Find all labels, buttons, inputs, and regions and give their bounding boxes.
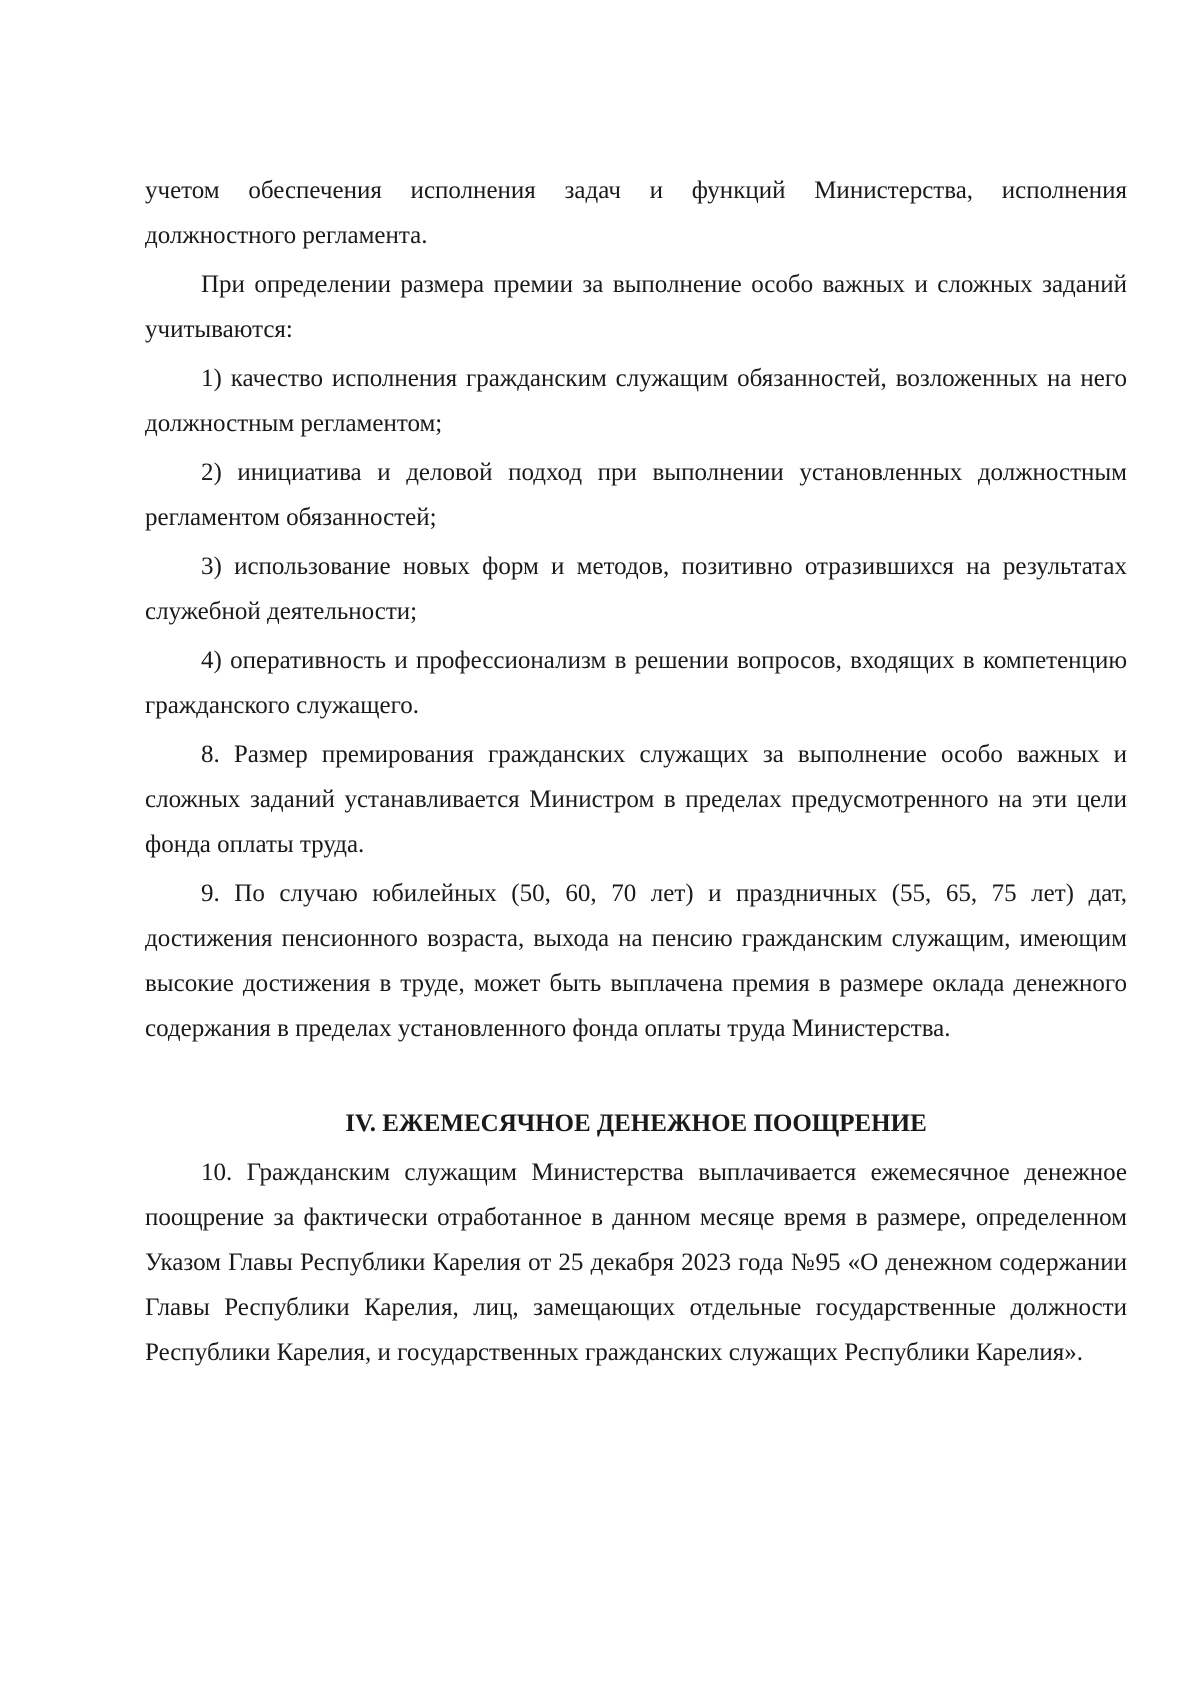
list-item-1: 1) качество исполнения гражданским служащим обязанностей, возложенных на него должностным регламентом; — [145, 365, 1127, 437]
paragraph-bonus-criteria-intro: При определении размера премии за выполнение особо важных и сложных заданий учитываются: — [145, 271, 1127, 343]
clause-10: 10. Гражданским служащим Министерства выплачивается ежемесячное денежное поощрение за фактически отработанное в данном месяце время в размере, определенном Указом Главы Республики Карелия от 25 декабря 2023 года №95 «О денежном содержании Главы Республики Карелия, лиц, замещающих отдельные государственные должности Республики Карелия, и государственных гражданских служащих Республики Карелия». — [145, 1159, 1127, 1366]
paragraph-continuation: учетом обеспечения исполнения задач и функций Министерства, исполнения должностного регламента. — [145, 177, 1127, 249]
list-item-4: 4) оперативность и профессионализм в решении вопросов, входящих в компетенцию гражданского служащего. — [145, 647, 1127, 719]
section-heading: IV. ЕЖЕМЕСЯЧНОЕ ДЕНЕЖНОЕ ПООЩРЕНИЕ — [345, 1110, 927, 1137]
clause-9: 9. По случаю юбилейных (50, 60, 70 лет) и праздничных (55, 65, 75 лет) дат, достижения пенсионного возраста, выхода на пенсию гражданским служащим, имеющим высокие достижения в труде, может быть выплачена премия в размере оклада денежного содержания в пределах установленного фонда оплаты труда Министерства. — [145, 880, 1127, 1042]
clause-8: 8. Размер премирования гражданских служащих за выполнение особо важных и сложных заданий устанавливается Министром в пределах предусмотренного на эти цели фонда оплаты труда. — [145, 741, 1127, 858]
list-item-2: 2) инициатива и деловой подход при выполнении установленных должностным регламентом обязанностей; — [145, 459, 1127, 531]
list-item-3: 3) использование новых форм и методов, позитивно отразившихся на результатах служебной деятельности; — [145, 553, 1127, 625]
document-body — [145, 168, 1127, 1379]
